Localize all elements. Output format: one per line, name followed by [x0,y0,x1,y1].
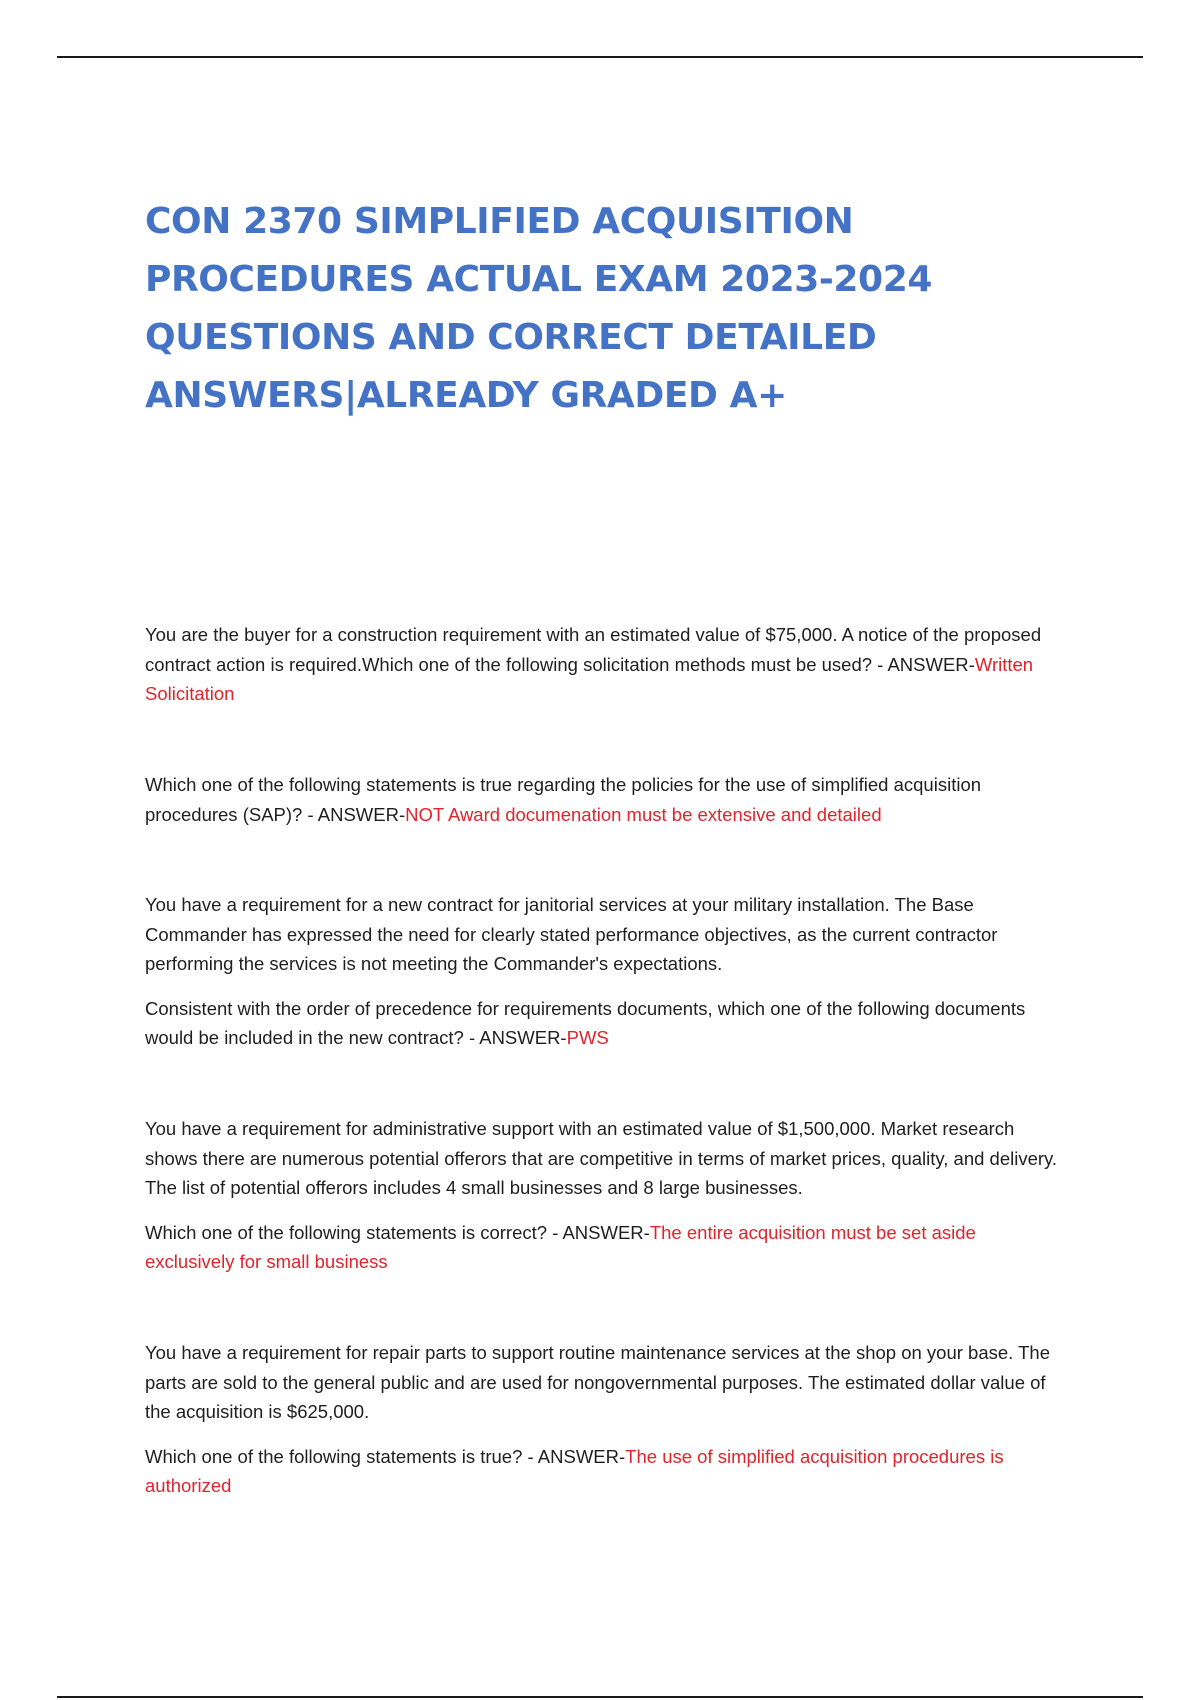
answer-text: Written Solicitation [145,653,1034,704]
answer-text: The use of simplified acquisition procedures is authorized [145,1445,1004,1496]
answer-text: The entire acquisition must be set aside exclusively for small business [145,1221,976,1272]
question-text [145,620,1065,709]
question-prompt: Which one of the following statements is true? - ANSWER- [145,1445,626,1467]
qa-item-5 [145,1338,1065,1501]
question-context: You have a requirement for repair parts to support routine maintenance services at the shop on your base. The parts are sold to the general public and are used for nongovernmental purposes. The estimated dollar value of the acquisition is $625,000. [145,1342,1050,1422]
qa-item-4 [145,1114,1065,1277]
question-prompt: Consistent with the order of precedence for requirements documents, which one of the following documents would be included in the new contract? - ANSWER- [145,997,1026,1048]
question-text [145,770,1065,829]
qa-item-3 [145,890,1065,1053]
header-rule [57,56,1143,58]
question-prompt: Which one of the following statements is correct? - ANSWER- [145,1221,650,1243]
question-context: You have a requirement for administrative support with an estimated value of $1,500,000. Market research shows there are numerous potential offerors that are competitive in terms of market prices, quality, and delivery. The list of potential offerors includes 4 small businesses and 8 large businesses. [145,1118,1058,1198]
footer-rule [57,1696,1143,1698]
question-prompt: You are the buyer for a construction requirement with an estimated value of $75,000. A notice of the proposed contract action is required.Which one of the following solicitation methods must be used? - ANSWER- [145,624,1042,675]
question-context: You have a requirement for a new contract for janitorial services at your military installation. The Base Commander has expressed the need for clearly stated performance objectives, as the current contractor performing the services is not meeting the Commander's expectations. [145,894,998,974]
title-line: ANSWERS|ALREADY GRADED A+ [145,375,787,416]
qa-item-1 [145,620,1065,709]
qa-item-2 [145,770,1065,829]
title-line: PROCEDURES ACTUAL EXAM 2023-2024 [145,259,933,300]
question-text [145,1218,1065,1277]
document-title [145,193,1045,425]
question-prompt: Which one of the following statements is true regarding the policies for the use of simplified acquisition procedures (SAP)? - ANSWER- [145,774,982,825]
answer-text: PWS [566,1027,609,1048]
answer-text: NOT Award documenation must be extensive and detailed [405,803,882,825]
title-line: QUESTIONS AND CORRECT DETAILED [145,317,877,358]
question-text [145,1442,1065,1501]
question-text [145,994,1065,1053]
title-line: CON 2370 SIMPLIFIED ACQUISITION [145,201,854,242]
